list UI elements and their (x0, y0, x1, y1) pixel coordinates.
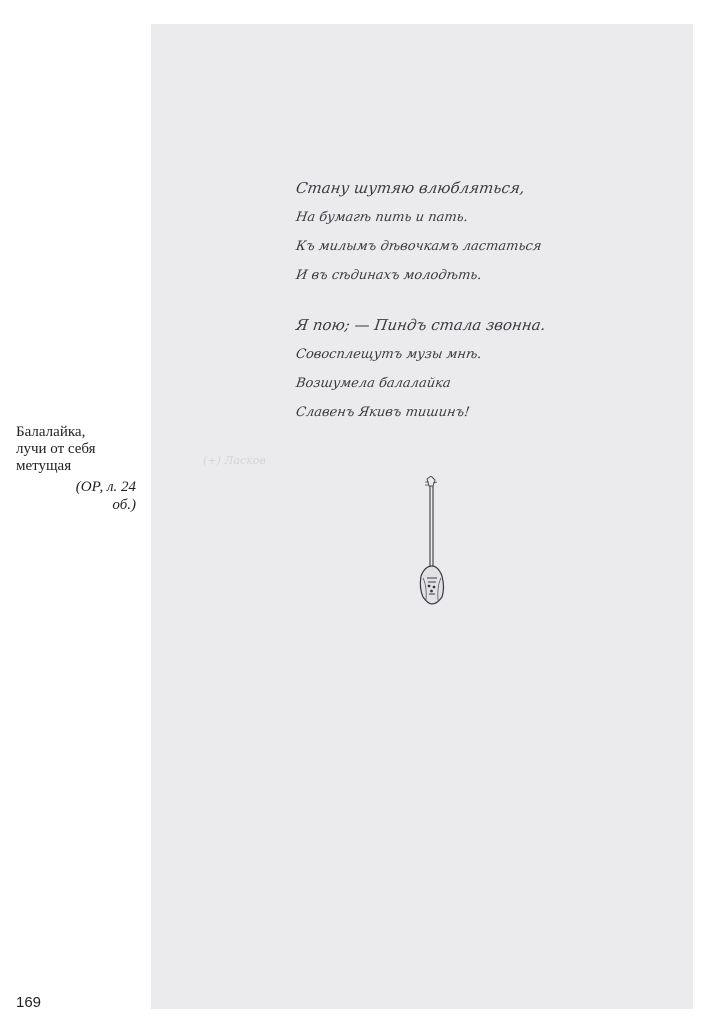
verse-line: На бумагѣ пить и пать. (294, 210, 469, 225)
verse-line: Стану шутяю влюбляться, (294, 179, 526, 197)
verse-line: Къ милымъ дѣвочкамъ ластаться (294, 239, 543, 254)
manuscript-page (151, 24, 693, 1009)
caption-line: Балалайка, (16, 424, 86, 440)
caption-line: лучи от себя (16, 441, 96, 457)
faint-pencil-note: (+) Ласков (203, 454, 266, 467)
verse-line: Возшумела балалайка (294, 376, 452, 391)
stanza-2 (296, 311, 616, 427)
verse-line: Я пою; — Пиндъ стала звонна. (294, 316, 547, 334)
verse-line: Совосплещутъ музы мнѣ. (294, 347, 483, 362)
verse-line: И въ сѣдинахъ молодѣть. (294, 268, 483, 283)
page-number: 169 (16, 994, 42, 1011)
caption-line: метущая (16, 458, 72, 474)
stanza-1 (296, 174, 616, 290)
caption-ref-line: об.) (112, 497, 136, 513)
figure-caption (16, 424, 144, 475)
verse-line: Славенъ Якивъ тишинъ! (294, 405, 471, 420)
balalaika-drawing-icon (414, 476, 454, 616)
caption-ref-line: (ОР, л. 24 (75, 479, 136, 495)
caption-source-reference (36, 478, 136, 514)
